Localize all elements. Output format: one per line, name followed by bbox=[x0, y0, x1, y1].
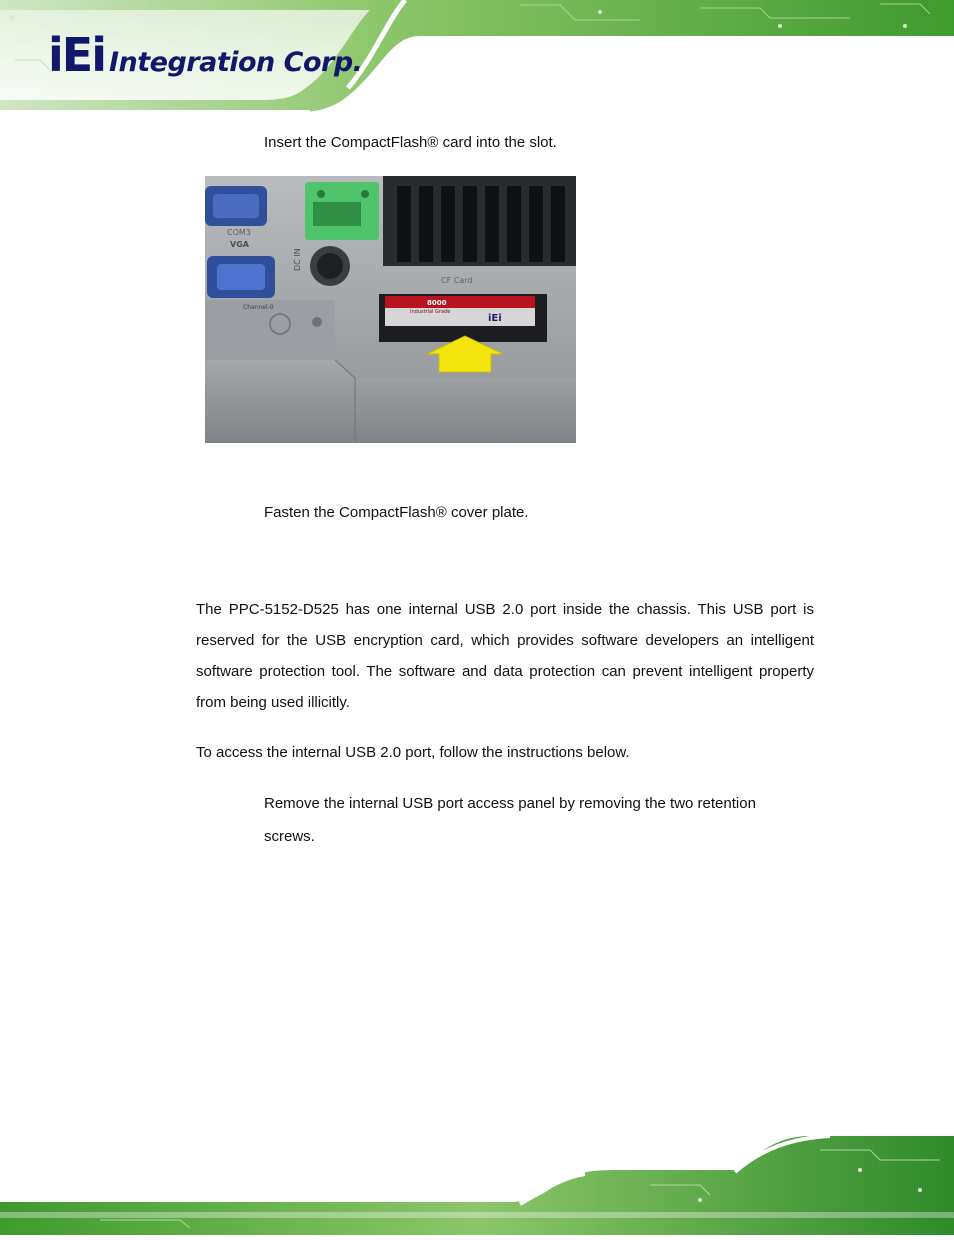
screw-icon bbox=[312, 317, 322, 327]
label-dc-in: DC IN bbox=[293, 248, 302, 271]
logo-text: Integration Corp. bbox=[108, 47, 363, 78]
usb-port-paragraph: The PPC-5152-D525 has one internal USB 2.0 port inside the chassis. This USB port is reserved for the USB encryption card, which provides software developers an intelligent software protection tool. The software and data protection can prevent intelligent property from being used illicitly. bbox=[196, 601, 814, 711]
company-logo bbox=[48, 28, 363, 82]
step-fasten-cover: Fasten the CompactFlash® cover plate. bbox=[264, 504, 529, 521]
access-intro-paragraph: To access the internal USB 2.0 port, follow the instructions below. bbox=[196, 744, 630, 761]
footer-banner-graphic bbox=[0, 1130, 954, 1235]
label-cf-card: CF Card bbox=[441, 276, 473, 285]
vent-grille bbox=[383, 176, 576, 266]
card-logo: iEi bbox=[488, 313, 502, 324]
step-insert-card: Insert the CompactFlash® card into the slot. bbox=[264, 134, 557, 151]
label-vga: VGA bbox=[230, 240, 249, 249]
compactflash-photo bbox=[205, 176, 576, 443]
page-header bbox=[0, 0, 954, 115]
page-footer bbox=[0, 1130, 954, 1235]
step-remove-panel: Remove the internal USB port access panel by removing the two retention screws. bbox=[264, 795, 756, 845]
card-text-sub: Industrial Grade bbox=[410, 309, 451, 315]
label-com3: COM3 bbox=[227, 228, 251, 237]
label-channel: Channel-0 bbox=[243, 304, 274, 311]
logo-mark: iEi bbox=[48, 28, 105, 82]
card-text-top: 8000 bbox=[427, 299, 447, 307]
